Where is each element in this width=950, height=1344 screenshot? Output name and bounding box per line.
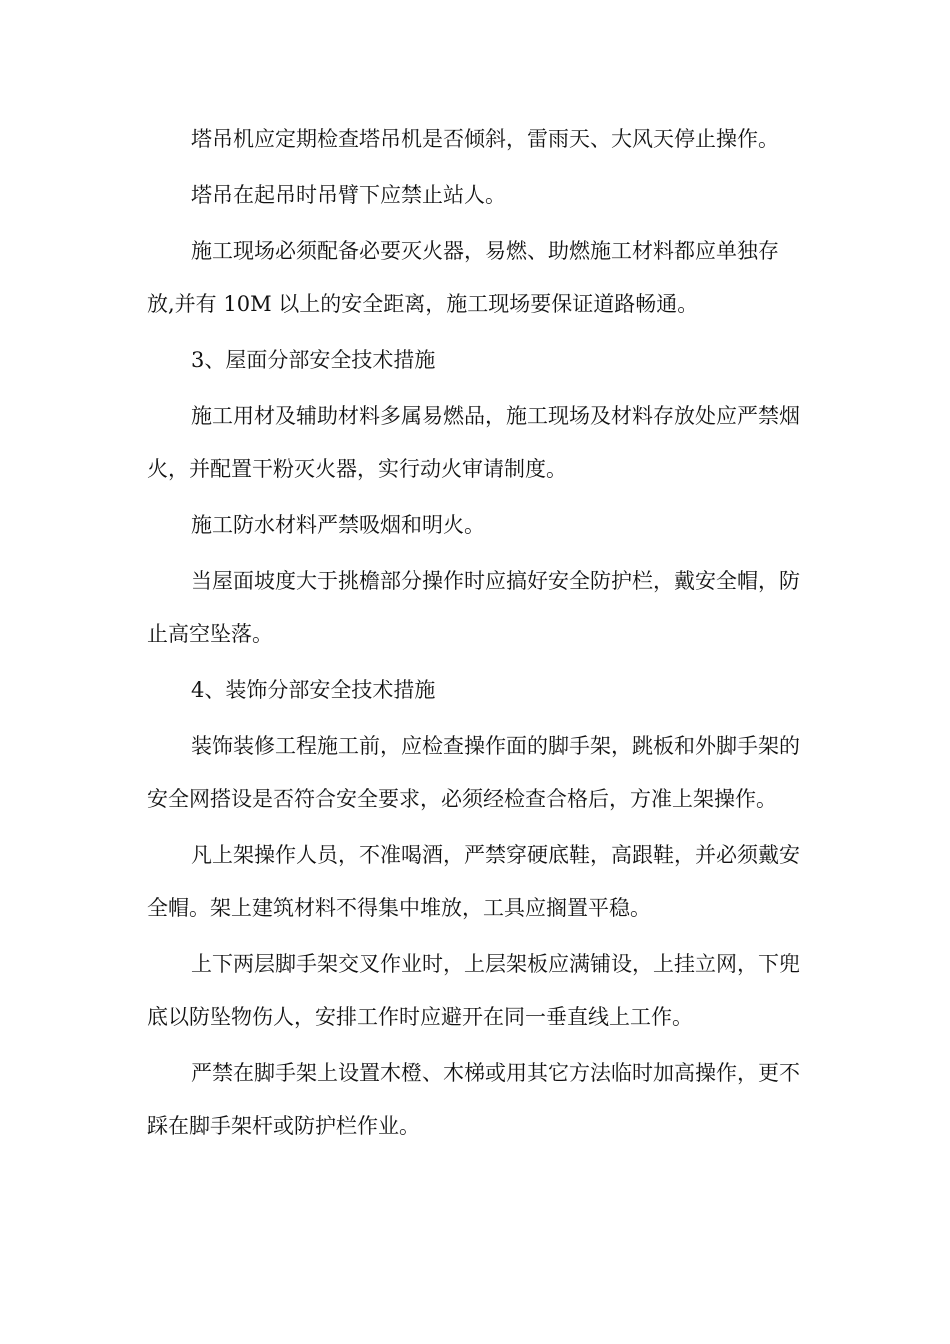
paragraph-cross-operation: 上下两层脚手架交叉作业时，上层架板应满铺设，上挂立网，下兜底以防坠物伤人，安排工作时应避开在同一垂直线上工作。	[147, 952, 800, 1029]
section-heading-decoration-safety: 4、装饰分部安全技术措施	[191, 678, 436, 702]
paragraph-scaffold-inspection: 装饰装修工程施工前，应检查操作面的脚手架，跳板和外脚手架的安全网搭设是否符合安全要求，必须经检查合格后，方准上架操作。	[147, 734, 800, 811]
paragraph-worker-rules: 凡上架操作人员，不准喝酒，严禁穿硬底鞋，高跟鞋，并必须戴安全帽。架上建筑材料不得集中堆放，工具应搁置平稳。	[147, 843, 800, 920]
paragraph-roof-guardrail: 当屋面坡度大于挑檐部分操作时应搞好安全防护栏，戴安全帽，防止高空坠落。	[147, 569, 800, 646]
paragraph-no-temporary-height: 严禁在脚手架上设置木橙、木梯或用其它方法临时加高操作，更不踩在脚手架杆或防护栏作业。	[147, 1061, 800, 1138]
paragraph-flammable-materials: 施工用材及辅助材料多属易燃品，施工现场及材料存放处应严禁烟火，并配置干粉灭火器，实行动火审请制度。	[147, 404, 800, 481]
document-body	[147, 113, 805, 1156]
paragraph-fire-extinguishers: 施工现场必须配备必要灭火器，易燃、助燃施工材料都应单独存放,并有 10M 以上的安全距离，施工现场要保证道路畅通。	[147, 239, 779, 316]
paragraph-tower-crane-inspection: 塔吊机应定期检查塔吊机是否倾斜，雷雨天、大风天停止操作。	[191, 127, 779, 151]
section-heading-roof-safety: 3、屋面分部安全技术措施	[191, 348, 436, 372]
paragraph-waterproof-no-smoking: 施工防水材料严禁吸烟和明火。	[191, 513, 485, 537]
paragraph-crane-boom-no-standing: 塔吊在起吊时吊臂下应禁止站人。	[191, 183, 506, 207]
